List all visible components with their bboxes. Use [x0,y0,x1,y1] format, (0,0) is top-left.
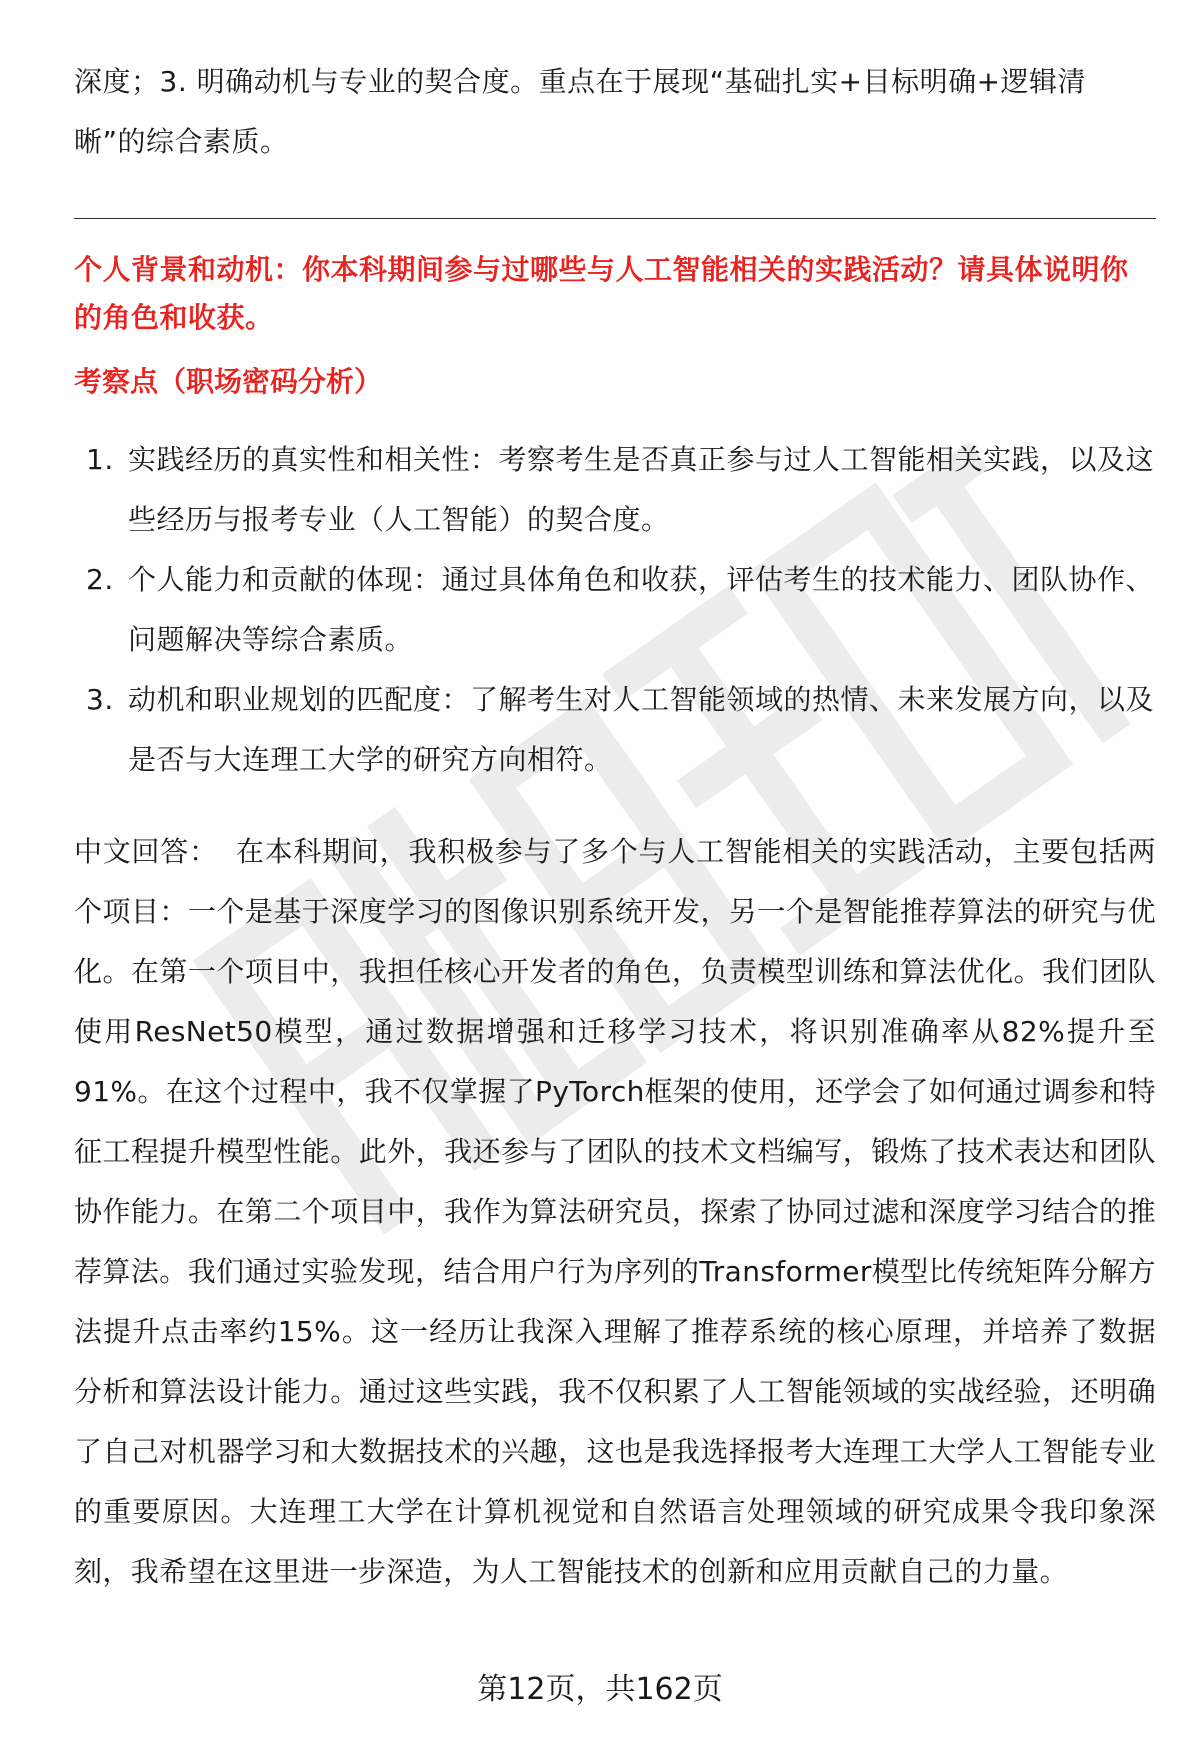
point-text: 个人能力和贡献的体现：通过具体角色和收获，评估考生的技术能力、团队协作、问题解决等综合素质。 [128,563,1155,656]
assessment-point [74,670,1156,790]
document-body [74,52,1154,172]
page-footer: 第12页，共162页 [477,1672,723,1707]
point-number: 3. [86,683,114,716]
question-heading: 个人背景和动机：你本科期间参与过哪些与人工智能相关的实践活动？请具体说明你的角色和收获。 [74,253,1129,334]
point-number: 2. [86,563,114,596]
answer-label: 中文回答： [74,835,218,868]
assessment-points-list [74,430,1156,790]
intro-paragraph: 深度；3. 明确动机与专业的契合度。重点在于展现“基础扎实+目标明确+逻辑清晰”的综合素质。 [74,65,1087,158]
assessment-title: 考察点（职场密码分析） [74,365,383,398]
point-text: 实践经历的真实性和相关性：考察考生是否真正参与过人工智能相关实践，以及这些经历与报考专业（人工智能）的契合度。 [128,443,1155,536]
assessment-point [74,550,1156,670]
section-divider [74,218,1156,219]
point-text: 动机和职业规划的匹配度：了解考生对人工智能领域的热情、未来发展方向，以及是否与大连理工大学的研究方向相符。 [128,683,1155,776]
answer-paragraph [74,822,1156,1602]
assessment-point [74,430,1156,550]
point-number: 1. [86,443,114,476]
answer-text: 在本科期间，我积极参与了多个与人工智能相关的实践活动，主要包括两个项目：一个是基于深度学习的图像识别系统开发，另一个是智能推荐算法的研究与优化。在第一个项目中，我担任核心开发者的角色，负责模型训练和算法优化。我们团队使用ResNet50模型，通过数据增强和迁移学习技术，将识别准确率从82%提升至91%。在这个过程中，我不仅掌握了PyTorch框架的使用，还学会了如何通过调参和特征工程提升模型性能。此外，我还参与了团队的技术文档编写，锻炼了技术表达和团队协作能力。在第二个项目中，我作为算法研究员，探索了协同过滤和深度学习结合的推荐算法。我们通过实验发现，结合用户行为序列的Transformer模型比传统矩阵分解方法提升点击率约15%。这一经历让我深入理解了推荐系统的核心原理，并培养了数据分析和算法设计能力。通过这些实践，我不仅积累了人工智能领域的实战经验，还明确了自己对机器学习和大数据技术的兴趣，这也是我选择报考大连理工大学人工智能专业的重要原因。大连理工大学在计算机视觉和自然语言处理领域的研究成果令我印象深刻，我希望在这里进一步深造，为人工智能技术的创新和应用贡献自己的力量。 [74,835,1157,1588]
